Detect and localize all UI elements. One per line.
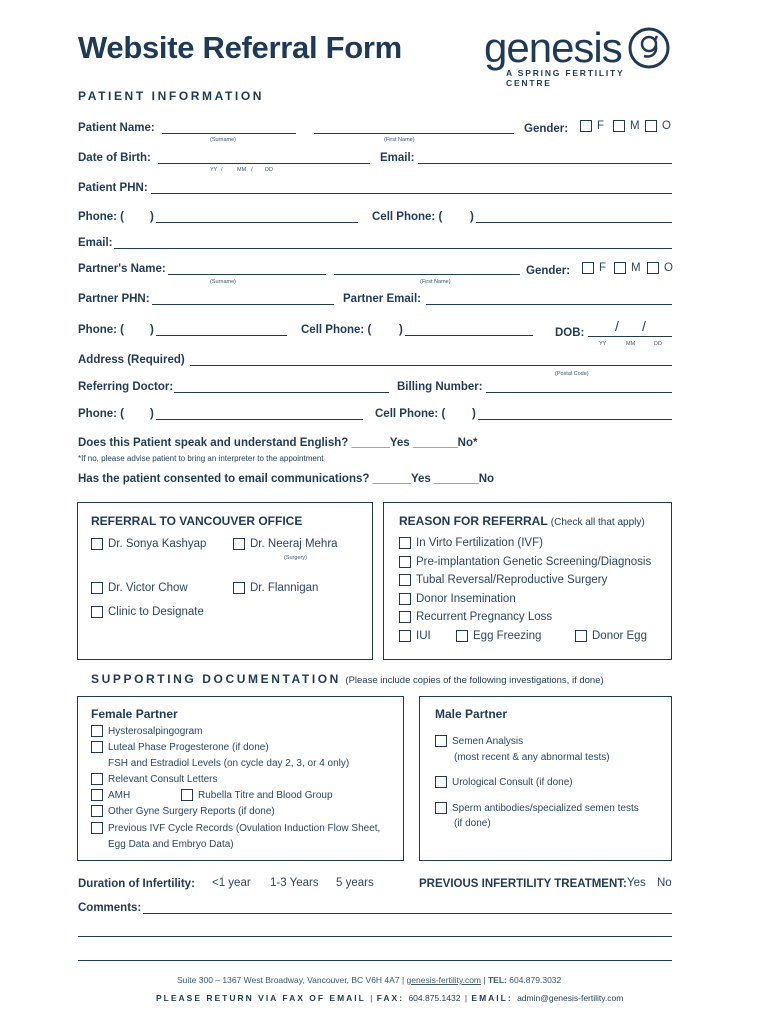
gender-label: Gender:	[524, 123, 569, 135]
supporting-heading-row	[91, 670, 604, 688]
checkbox-icon[interactable]	[614, 262, 626, 274]
male-sperm-text: Sperm antibodies/specialized semen tests	[452, 802, 639, 814]
checkbox-icon[interactable]	[91, 805, 103, 817]
dob-label: Date of Birth:	[78, 152, 151, 164]
billing-field[interactable]	[486, 392, 672, 393]
checkbox-icon[interactable]	[91, 606, 103, 618]
female-gyne-text: Other Gyne Surgery Reports (if done)	[108, 805, 275, 817]
referring-label: Referring Doctor:	[78, 381, 174, 393]
clinic-designate-text: Clinic to Designate	[108, 606, 204, 618]
checkbox-icon[interactable]	[399, 574, 411, 586]
checkbox-icon[interactable]	[91, 725, 103, 737]
postal-hint: (Postal Code)	[555, 371, 589, 377]
cell-field[interactable]	[476, 222, 672, 223]
partner-name-label: Partner's Name:	[78, 263, 166, 275]
partner-dob-label: DOB:	[555, 327, 585, 339]
partner-phn-label: Partner PHN:	[78, 293, 150, 305]
checkbox-icon[interactable]	[181, 789, 193, 801]
gender-f-text: F	[597, 120, 605, 132]
footer-tel: 604.879.3032	[509, 975, 562, 985]
partner-dob-field[interactable]	[588, 336, 672, 337]
referring-field[interactable]	[174, 392, 389, 393]
reason-donor-egg-text: Donor Egg	[592, 630, 647, 642]
doctor-kashyap-text: Dr. Sonya Kashyap	[108, 538, 207, 550]
reason-egg-freezing-checkbox[interactable]	[456, 630, 541, 642]
dob-mm-hint: MM	[237, 167, 247, 173]
checkbox-icon[interactable]	[613, 120, 625, 132]
doctor-phone-field[interactable]	[156, 419, 363, 420]
partner-surname-field[interactable]	[168, 274, 326, 275]
reason-egg-freezing-text: Egg Freezing	[473, 630, 542, 642]
clinic-designate-checkbox[interactable]	[91, 606, 204, 618]
female-consult-text: Relevant Consult Letters	[108, 773, 218, 785]
checkbox-icon[interactable]	[233, 538, 245, 550]
partner-phone-close: )	[150, 324, 154, 336]
checkbox-icon[interactable]	[91, 773, 103, 785]
phn-label: Patient PHN:	[78, 182, 148, 194]
reason-heading	[399, 514, 645, 528]
gender-m-text: M	[630, 120, 640, 132]
footer-email-label: EMAIL:	[471, 993, 513, 1003]
prev-yes-option[interactable]: Yes	[627, 877, 646, 889]
checkbox-icon[interactable]	[233, 582, 245, 594]
checkbox-icon[interactable]	[399, 556, 411, 568]
female-ivf-records-text: Previous IVF Cycle Records (Ovulation Induction Flow Sheet,	[108, 822, 381, 834]
doctor-flannigan-text: Dr. Flannigan	[250, 582, 319, 594]
female-fsh-text: FSH and Estradiol Levels (on cycle day 2, 3, or 4 only)	[108, 758, 350, 769]
footer-separator: |	[401, 975, 405, 985]
prev-no-option[interactable]: No	[657, 877, 672, 889]
doctor-mehra-checkbox[interactable]	[233, 538, 338, 550]
gender-m-checkbox[interactable]	[613, 120, 640, 132]
doctor-mehra-text: Dr. Neeraj Mehra	[250, 538, 338, 550]
male-urology-checkbox[interactable]	[435, 776, 573, 788]
partner-dob-mm-hint: MM	[626, 341, 636, 347]
english-note: *If no, please advise patient to bring an interpreter to the appointment	[78, 454, 324, 463]
cell-close: )	[470, 211, 474, 223]
cell-label: Cell Phone: (	[372, 211, 443, 223]
doctor-flannigan-checkbox[interactable]	[233, 582, 318, 594]
patient-firstname-field[interactable]	[314, 133, 514, 134]
partner-dob-yy-hint: YY	[599, 341, 607, 347]
checkbox-icon[interactable]	[582, 262, 594, 274]
reason-donor-insem-text: Donor Insemination	[416, 593, 516, 605]
gender-o-checkbox[interactable]	[645, 120, 671, 132]
female-gyne-checkbox[interactable]	[91, 805, 275, 817]
footer-separator: |	[370, 993, 373, 1003]
male-sperm-cont: (if done)	[454, 818, 491, 829]
reason-heading-note: (Check all that apply)	[550, 517, 645, 528]
checkbox-icon[interactable]	[91, 538, 103, 550]
checkbox-icon[interactable]	[91, 822, 103, 834]
partner-gender-m-text: M	[631, 262, 641, 274]
patient-info-heading: PATIENT INFORMATION	[78, 89, 265, 103]
partner-gender-label: Gender:	[526, 265, 571, 277]
doctor-chow-checkbox[interactable]	[91, 582, 188, 594]
gender-o-text: O	[662, 120, 671, 132]
female-rubella-checkbox[interactable]	[181, 789, 333, 801]
email2-field[interactable]	[114, 248, 672, 249]
footer-tel-label: TEL:	[487, 975, 507, 985]
female-consult-checkbox[interactable]	[91, 773, 218, 785]
female-luteal-checkbox[interactable]	[91, 741, 269, 753]
partner-cell-close: )	[399, 324, 403, 336]
footer-address-row	[177, 975, 561, 985]
partner-gender-f-checkbox[interactable]	[582, 262, 606, 274]
reason-heading-text: REASON FOR REFERRAL	[399, 514, 548, 528]
reason-iui-text: IUI	[416, 630, 431, 642]
checkbox-icon[interactable]	[435, 735, 447, 747]
comments-field-line2[interactable]	[78, 936, 672, 937]
address-label: Address (Required)	[78, 354, 185, 366]
partner-phone-label: Phone: (	[78, 324, 124, 336]
female-hsg-checkbox[interactable]	[91, 725, 203, 737]
footer-return-text: PLEASE RETURN VIA FAX OF EMAIL	[156, 993, 366, 1003]
male-semen-text: Semen Analysis	[452, 735, 524, 747]
partner-phone-field[interactable]	[156, 335, 287, 336]
supporting-note: (Please include copies of the following investigations, if done)	[345, 675, 604, 686]
phone-close: )	[150, 211, 154, 223]
duration-label: Duration of Infertility:	[78, 878, 195, 890]
partner-gender-o-checkbox[interactable]	[647, 262, 673, 274]
partner-email-label: Partner Email:	[343, 293, 421, 305]
reason-ivf-checkbox[interactable]	[399, 537, 543, 549]
phone-label: Phone: (	[78, 211, 124, 223]
phone-field[interactable]	[156, 222, 358, 223]
footer-email[interactable]: admin@genesis-fertility.com	[517, 993, 624, 1003]
prev-treatment-label: PREVIOUS INFERTILITY TREATMENT:	[419, 878, 627, 890]
female-hsg-text: Hysterosalpingogram	[108, 725, 203, 737]
reason-rpl-checkbox[interactable]	[399, 611, 552, 623]
surname-hint: (Surname)	[210, 137, 236, 143]
female-luteal-text: Luteal Phase Progesterone (if done)	[108, 741, 269, 753]
partner-dob-slash: /	[615, 318, 619, 334]
english-question: Does this Patient speak and understand English? ______Yes _______No*	[78, 437, 478, 449]
doctor-cell-label: Cell Phone: (	[375, 408, 446, 420]
checkbox-icon[interactable]	[580, 120, 592, 132]
billing-label: Billing Number:	[397, 381, 483, 393]
partner-cell-label: Cell Phone: (	[301, 324, 372, 336]
reason-pgs-text: Pre-implantation Genetic Screening/Diagnosis	[416, 556, 652, 568]
reason-iui-checkbox[interactable]	[399, 630, 431, 642]
male-semen-cont: (most recent & any abnormal tests)	[454, 752, 610, 763]
supporting-heading: SUPPORTING DOCUMENTATION	[91, 672, 341, 686]
checkbox-icon[interactable]	[645, 120, 657, 132]
footer-website-link[interactable]: genesis-fertility.com	[406, 975, 482, 985]
email2-label: Email:	[78, 237, 113, 249]
patient-surname-field[interactable]	[162, 133, 296, 134]
reason-rpl-text: Recurrent Pregnancy Loss	[416, 611, 553, 623]
dob-dd-hint: DD	[265, 167, 273, 173]
reason-tubal-text: Tubal Reversal/Reproductive Surgery	[416, 574, 608, 586]
checkbox-icon[interactable]	[399, 611, 411, 623]
logo-tagline: A SPRING FERTILITY CENTRE	[506, 68, 625, 88]
dob-yy-hint: YY	[210, 167, 218, 173]
reason-donor-egg-checkbox[interactable]	[575, 630, 647, 642]
female-egg-data-text: Egg Data and Embryo Data)	[108, 839, 234, 850]
footer-separator: |	[483, 975, 486, 985]
checkbox-icon[interactable]	[91, 741, 103, 753]
doctor-phone-label: Phone: (	[78, 408, 124, 420]
partner-email-field[interactable]	[426, 304, 672, 305]
consent-question: Has the patient consented to email communications? ______Yes _______No	[78, 473, 495, 485]
form-title: Website Referral Form	[78, 30, 402, 65]
checkbox-icon[interactable]	[91, 582, 103, 594]
surgery-hint: (Surgery)	[284, 555, 307, 561]
dob-slash: /	[251, 167, 253, 173]
dob-field[interactable]	[158, 163, 370, 164]
patient-name-label: Patient Name:	[78, 122, 155, 134]
male-heading: Male Partner	[435, 707, 508, 721]
reason-pgs-checkbox[interactable]	[399, 556, 651, 568]
firstname-hint: (First Name)	[384, 137, 415, 143]
partner-surname-hint: (Surname)	[210, 279, 236, 285]
checkbox-icon[interactable]	[399, 593, 411, 605]
partner-firstname-field[interactable]	[334, 274, 520, 275]
reason-donor-insem-checkbox[interactable]	[399, 593, 516, 605]
checkbox-icon[interactable]	[399, 537, 411, 549]
comments-label: Comments:	[78, 902, 142, 914]
doctor-cell-field[interactable]	[478, 419, 672, 420]
partner-firstname-hint: (First Name)	[420, 279, 451, 285]
partner-cell-field[interactable]	[405, 335, 533, 336]
genesis-logo	[484, 22, 674, 88]
male-semen-checkbox[interactable]	[435, 735, 523, 747]
address-field[interactable]	[190, 365, 672, 366]
duration-5-option[interactable]: 5 years	[336, 877, 374, 889]
checkbox-icon[interactable]	[399, 630, 411, 642]
comments-field-line1[interactable]	[143, 913, 672, 914]
female-rubella-text: Rubella Titre and Blood Group	[198, 789, 333, 801]
footer-separator: |	[464, 993, 468, 1003]
checkbox-icon[interactable]	[435, 802, 447, 814]
checkbox-icon[interactable]	[456, 630, 468, 642]
logo-g-icon	[627, 26, 671, 70]
footer-fax: 604.875.1432	[408, 993, 461, 1003]
referral-heading: REFERRAL TO VANCOUVER OFFICE	[91, 514, 303, 528]
female-amh-checkbox[interactable]	[91, 789, 130, 801]
email-label: Email:	[380, 152, 415, 164]
footer-address: Suite 300 – 1367 West Broadway, Vancouver, BC V6H 4A7	[177, 975, 400, 985]
comments-field-line3[interactable]	[78, 960, 672, 961]
dob-slash: /	[221, 167, 223, 173]
male-urology-text: Urological Consult (if done)	[452, 776, 573, 788]
partner-gender-f-text: F	[599, 262, 607, 274]
doctor-cell-close: )	[472, 408, 476, 420]
duration-under1-option[interactable]: <1 year	[212, 877, 251, 889]
checkbox-icon[interactable]	[575, 630, 587, 642]
female-ivf-records-checkbox[interactable]	[91, 822, 380, 834]
logo-wordmark: genesis	[484, 24, 622, 71]
female-amh-text: AMH	[108, 789, 131, 801]
email-field[interactable]	[418, 163, 672, 164]
gender-f-checkbox[interactable]	[580, 120, 604, 132]
partner-gender-m-checkbox[interactable]	[614, 262, 641, 274]
doctor-chow-text: Dr. Victor Chow	[108, 582, 188, 594]
female-heading: Female Partner	[91, 707, 178, 721]
duration-1to3-option[interactable]: 1-3 Years	[270, 877, 319, 889]
checkbox-icon[interactable]	[647, 262, 659, 274]
reason-ivf-text: In Virto Fertilization (IVF)	[416, 537, 543, 549]
male-sperm-checkbox[interactable]	[435, 802, 639, 814]
checkbox-icon[interactable]	[435, 776, 447, 788]
partner-gender-o-text: O	[664, 262, 673, 274]
partner-phn-field[interactable]	[152, 304, 334, 305]
doctor-kashyap-checkbox[interactable]	[91, 538, 206, 550]
footer-return-row	[156, 993, 623, 1003]
partner-dob-dd-hint: DD	[654, 341, 662, 347]
reason-tubal-checkbox[interactable]	[399, 574, 607, 586]
checkbox-icon[interactable]	[91, 789, 103, 801]
footer-fax-label: FAX:	[376, 993, 405, 1003]
doctor-phone-close: )	[150, 408, 154, 420]
partner-dob-slash: /	[642, 318, 646, 334]
phn-field[interactable]	[151, 193, 672, 194]
